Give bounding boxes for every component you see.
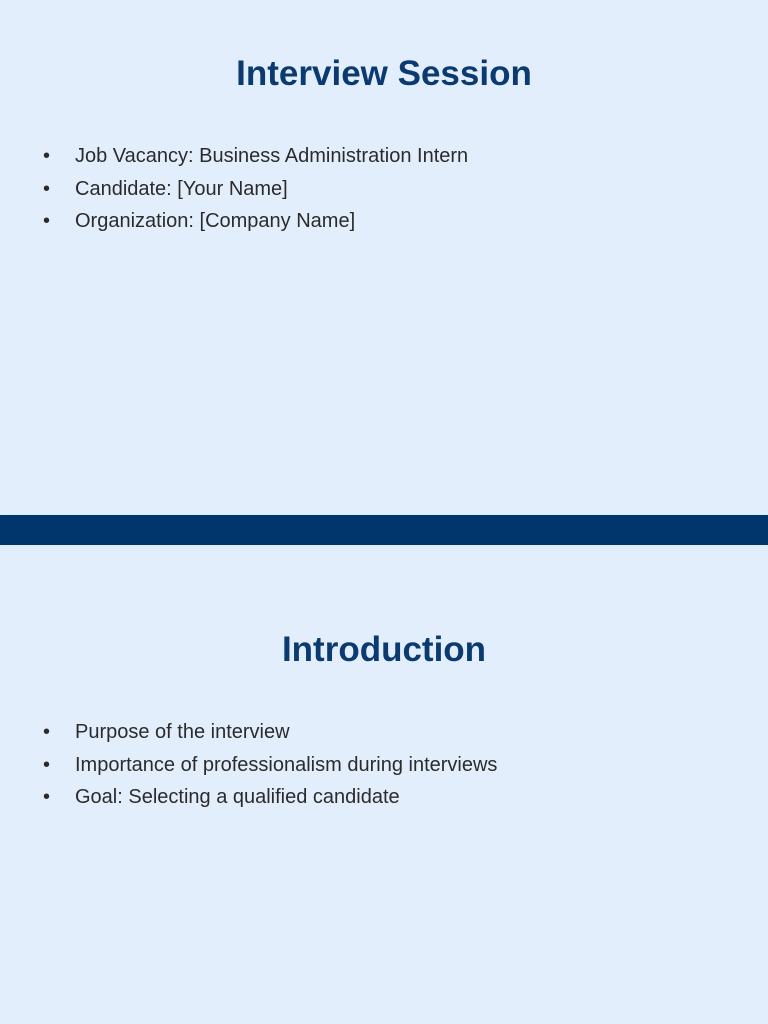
bullet-text: Importance of professionalism during interviews (75, 753, 498, 776)
bullet-list (43, 716, 497, 814)
list-item (43, 716, 497, 749)
slide-title: Interview Session (236, 54, 532, 93)
bullet-icon: • (43, 145, 51, 167)
slide-title: Introduction (281, 630, 487, 669)
list-item (43, 140, 468, 173)
list-item (43, 173, 468, 206)
bullet-text: Goal: Selecting a qualified candidate (75, 786, 400, 808)
bullet-text: Purpose of the interview (75, 721, 290, 743)
list-item (43, 205, 468, 238)
list-item (43, 749, 497, 782)
bullet-text: Candidate: [Your Name] (75, 177, 288, 200)
bullet-icon: • (43, 210, 51, 232)
bullet-icon: • (43, 177, 51, 200)
list-item (43, 781, 497, 814)
bullet-icon: • (43, 786, 51, 808)
bullet-list (43, 140, 468, 238)
slide-divider (0, 515, 768, 545)
slide-introduction (0, 545, 768, 1024)
bullet-icon: • (43, 721, 51, 743)
bullet-icon: • (43, 753, 51, 776)
bullet-text: Organization: [Company Name] (75, 210, 356, 232)
bullet-text: Job Vacancy: Business Administration Intern (75, 145, 469, 167)
